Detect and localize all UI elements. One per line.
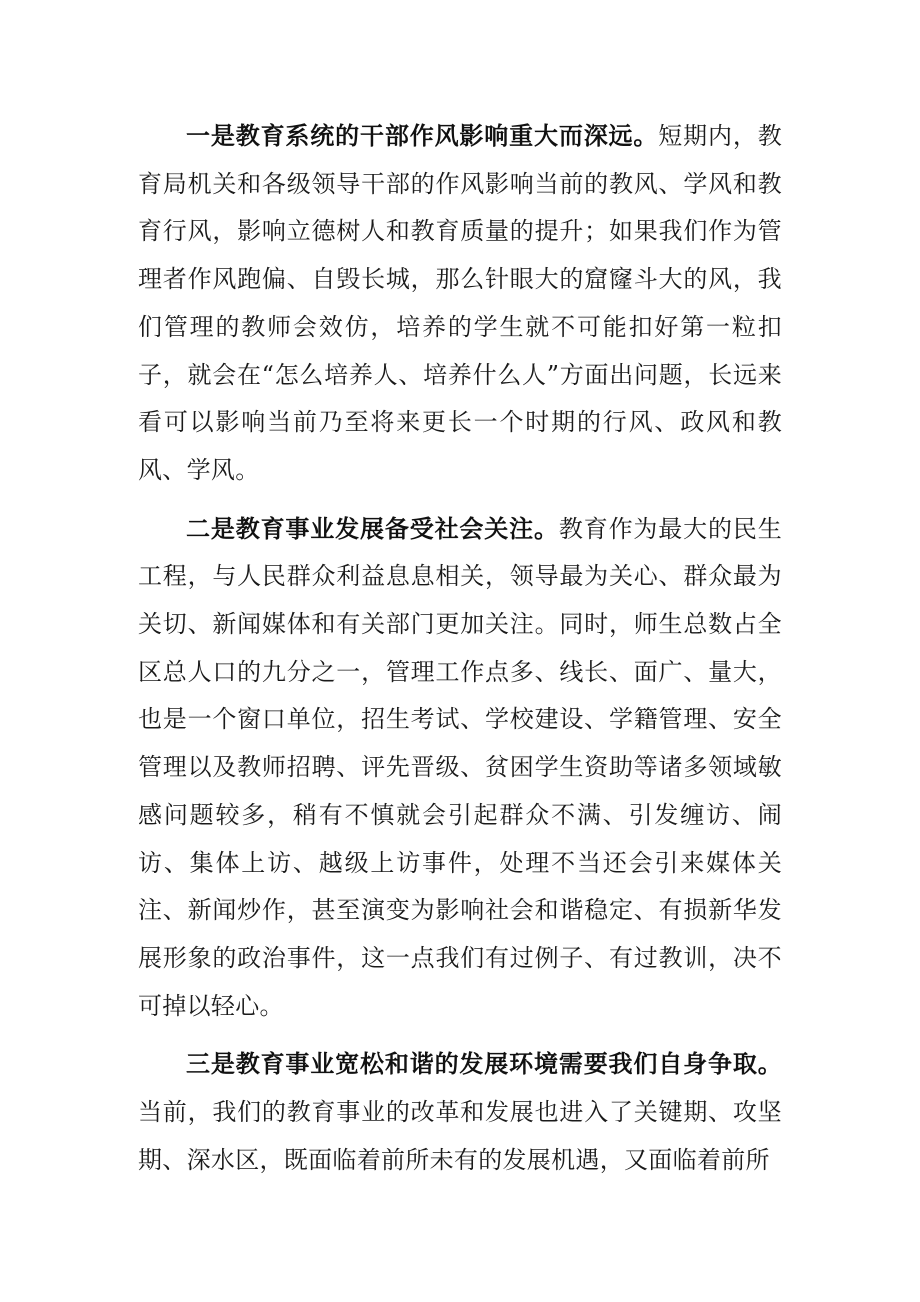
paragraph-3 (138, 1041, 782, 1184)
paragraph-2-lead: 二是教育事业发展备受社会关注。 (186, 514, 559, 543)
document-body (138, 113, 782, 1184)
paragraph-3-body: 当前，我们的教育事业的改革和发展也进入了关键期、攻坚期、深水区，既面临着前所未有的发展机遇，又面临着前所 (138, 1098, 782, 1174)
paragraph-1-lead: 一是教育系统的干部作风影响重大而深远。 (186, 122, 659, 150)
paragraph-2-body: 教育作为最大的民生工程，与人民群众利益息息相关，领导最为关心、群众最为关切、新闻媒体和有关部门更加关注。同时，师生总数占全区总人口的九分之一，管理工作点多、线长、面广、量大，也是一个窗口单位，招生考试、学校建设、学籍管理、安全管理以及教师招聘、评先晋级、贫困学生资助等诸多领域敏感问题较多，稍有不慎就会引起群众不满、引发缠访、闹访、集体上访、越级上访事件，处理不当还会引来媒体关注、新闻炒作，甚至演变为影响社会和谐稳定、有损新华发展形象的政治事件，这一点我们有过例子、有过教训，决不可掉以轻心。 (138, 514, 783, 1020)
paragraph-1 (138, 113, 782, 495)
paragraph-1-body: 短期内，教育局机关和各级领导干部的作风影响当前的教风、学风和教育行风，影响立德树人和教育质量的提升；如果我们作为管理者作风跑偏、自毁长城，那么针眼大的窟窿斗大的风，我们管理的教师会效仿，培养的学生就不可能扣好第一粒扣子，就会在“怎么培养人、培养什么人”方面出问题，长远来看可以影响当前乃至将来更长一个时期的行风、政风和教风、学风。 (138, 122, 783, 484)
paragraph-3-lead: 三是教育事业宽松和谐的发展环境需要我们自身争取。 (186, 1050, 782, 1079)
paragraph-2 (138, 506, 782, 1031)
